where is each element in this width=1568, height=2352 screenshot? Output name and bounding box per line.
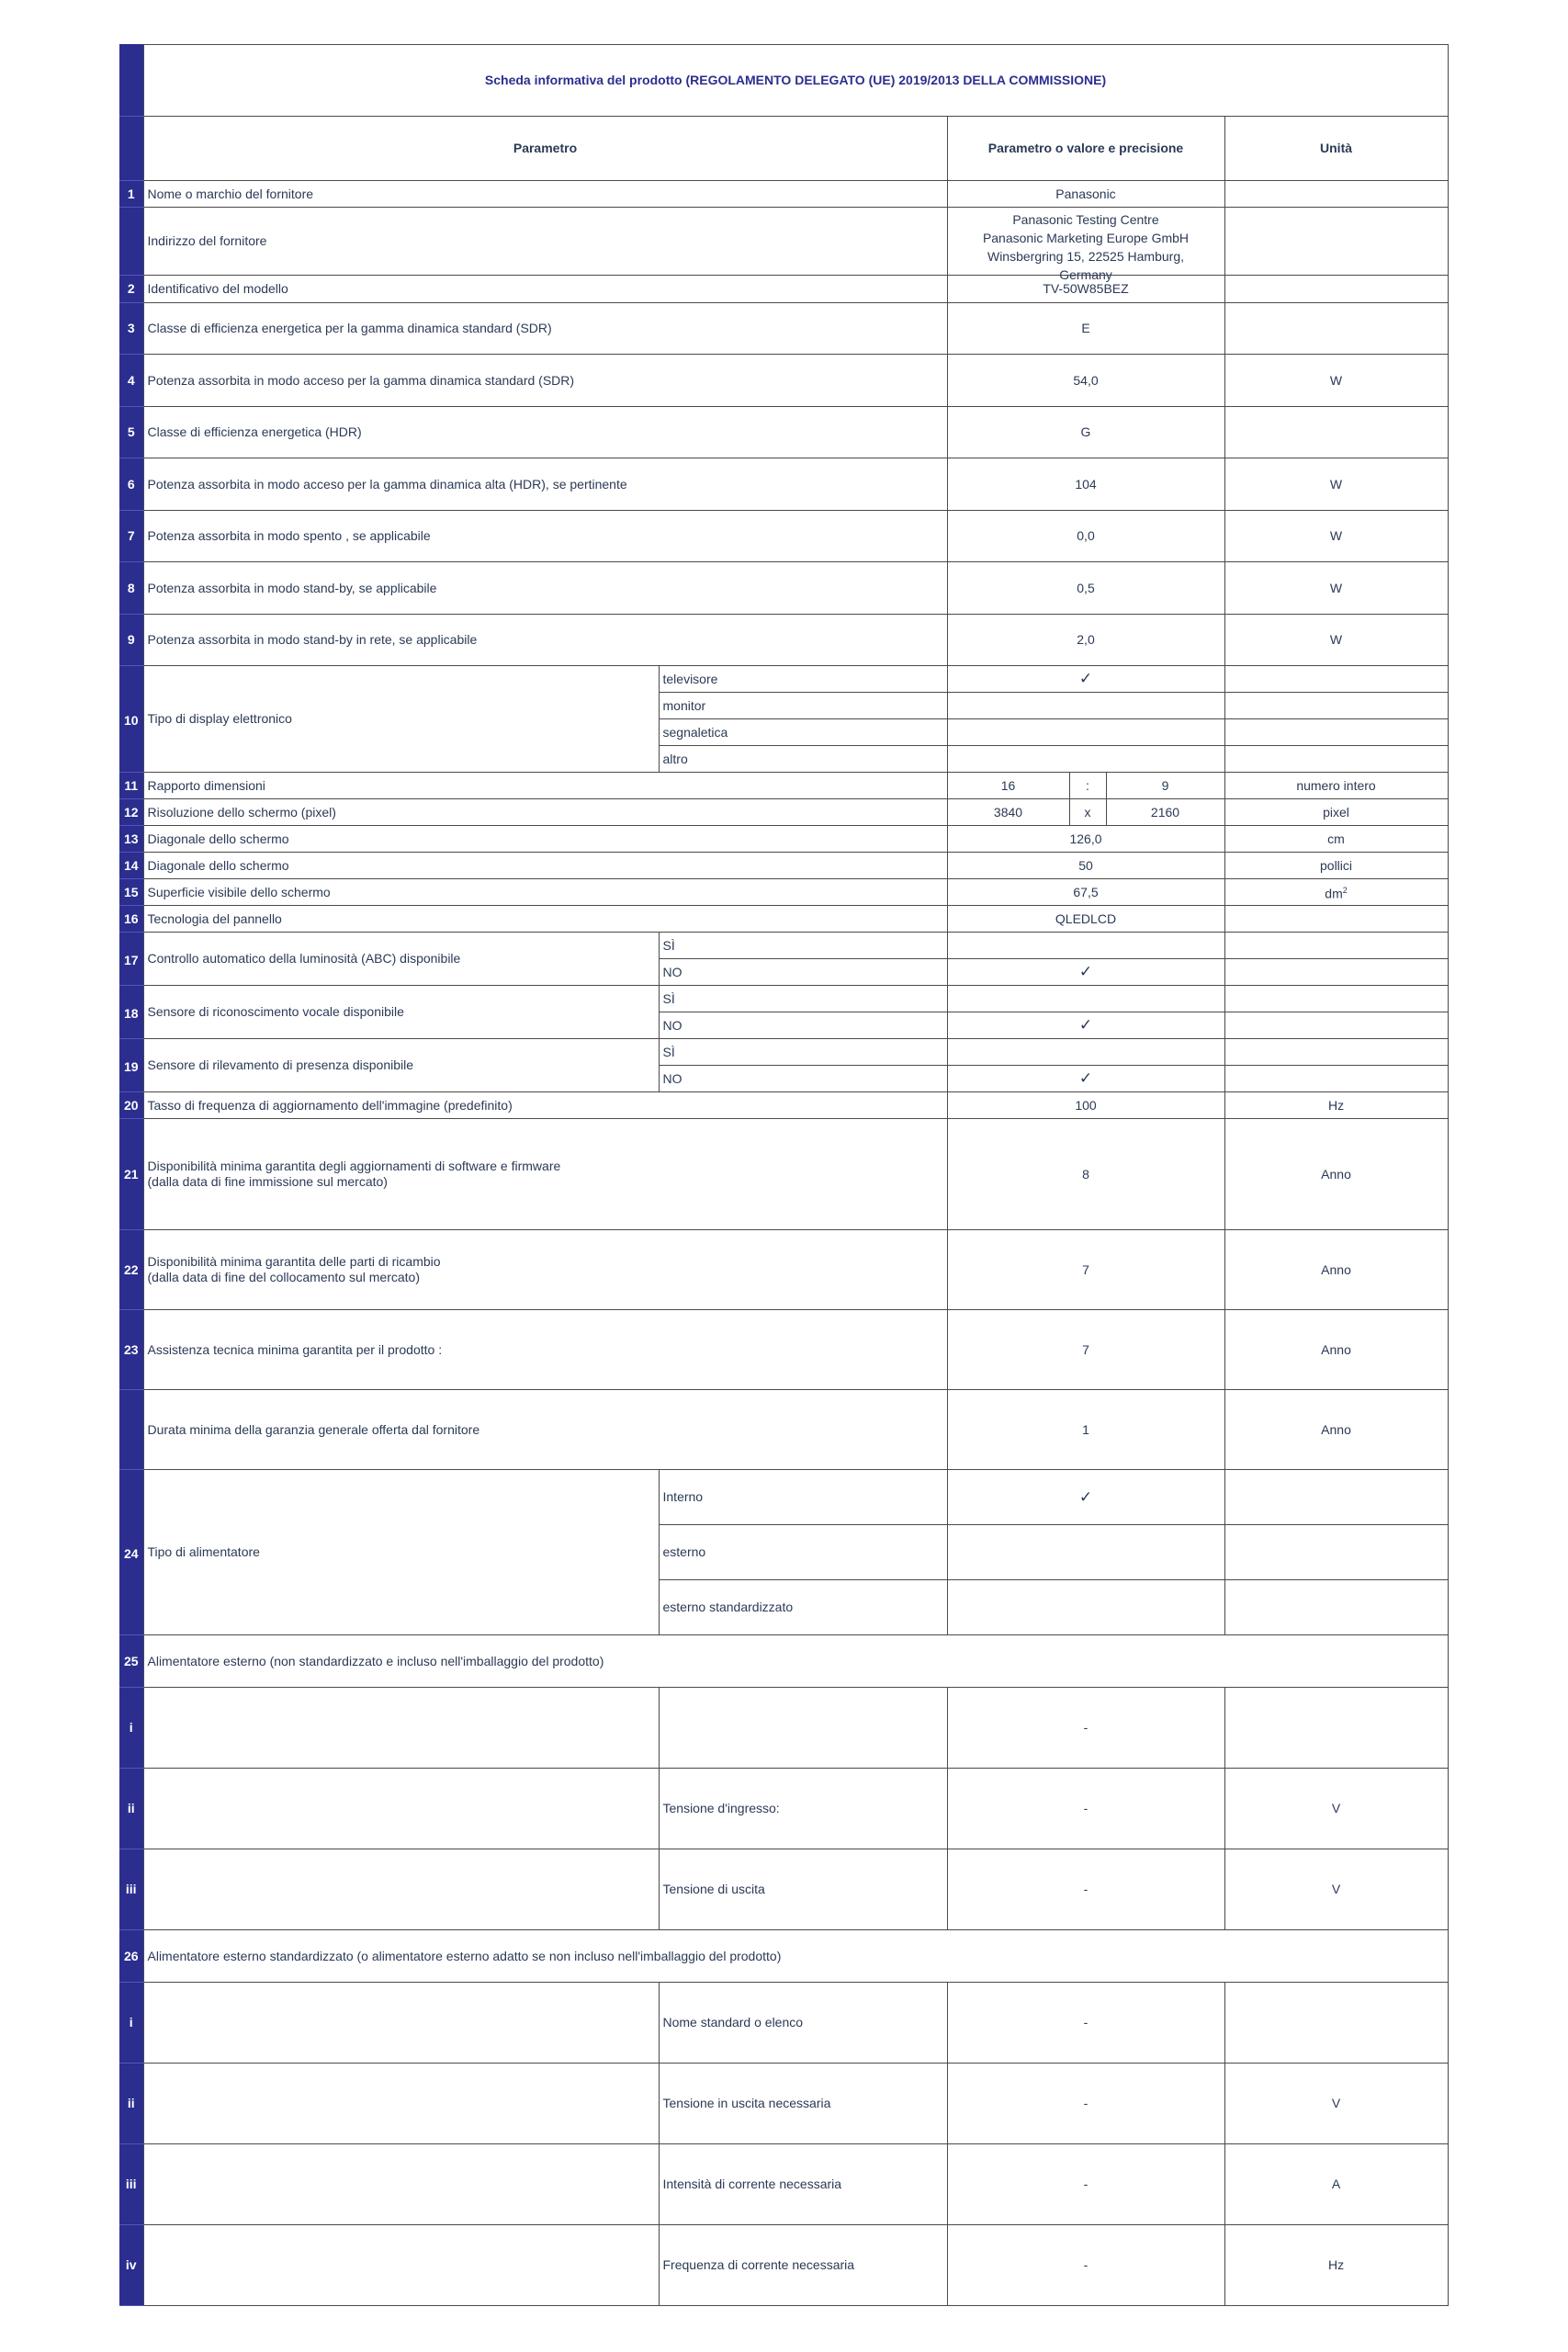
row-number: 11 <box>119 773 143 799</box>
row-unit: W <box>1224 355 1448 407</box>
power-supply-option: esterno standardizzato <box>659 1580 947 1635</box>
row-label: Classe di efficienza energetica per la gamma dinamica standard (SDR) <box>143 303 947 355</box>
row-value: - <box>947 2225 1224 2306</box>
row-number: 17 <box>119 933 143 986</box>
row-label: Risoluzione dello schermo (pixel) <box>143 799 947 826</box>
row-label: Potenza assorbita in modo acceso per la gamma dinamica alta (HDR), se pertinente <box>143 458 947 511</box>
table-row <box>119 458 1448 511</box>
row-number: 10 <box>119 666 143 773</box>
table-row <box>119 666 1448 693</box>
row-label: Potenza assorbita in modo stand-by, se applicabile <box>143 562 947 615</box>
table-row <box>119 1849 1448 1930</box>
resolution-separator: x <box>1069 799 1106 826</box>
table-row <box>119 1688 1448 1769</box>
row-label: Tasso di frequenza di aggiornamento dell'immagine (predefinito) <box>143 1092 947 1119</box>
table-row <box>119 1230 1448 1310</box>
product-info-table <box>119 44 1449 2306</box>
row-unit <box>1224 303 1448 355</box>
table-row <box>119 407 1448 458</box>
row-unit: pixel <box>1224 799 1448 826</box>
row-number: 16 <box>119 906 143 933</box>
row-label: Disponibilità minima garantita degli aggiornamenti di software e firmware (dalla data di fine immissione sul mercato) <box>143 1119 947 1230</box>
table-row <box>119 853 1448 879</box>
row-number: 8 <box>119 562 143 615</box>
table-row <box>119 986 1448 1012</box>
row-number: 2 <box>119 276 143 303</box>
row-label: Potenza assorbita in modo acceso per la gamma dinamica standard (SDR) <box>143 355 947 407</box>
row-number: ii <box>119 1769 143 1849</box>
row-unit: cm <box>1224 826 1448 853</box>
row-value: 126,0 <box>947 826 1224 853</box>
section-row <box>119 1635 1448 1688</box>
row-number: 21 <box>119 1119 143 1230</box>
checkmark-icon: ✓ <box>1078 963 1093 980</box>
row-label: Potenza assorbita in modo stand-by in rete, se applicabile <box>143 615 947 666</box>
row-label: Identificativo del modello <box>143 276 947 303</box>
table-row <box>119 1039 1448 1066</box>
table-row <box>119 1092 1448 1119</box>
no-option: NO <box>659 1012 947 1039</box>
power-supply-option: esterno <box>659 1525 947 1580</box>
table-row <box>119 1119 1448 1230</box>
row-value: - <box>947 1688 1224 1769</box>
row-number: 26 <box>119 1930 143 1983</box>
row-label: Rapporto dimensioni <box>143 773 947 799</box>
row-value: 54,0 <box>947 355 1224 407</box>
row-number: 23 <box>119 1310 143 1390</box>
row-number: 19 <box>119 1039 143 1092</box>
row-value: 7 <box>947 1310 1224 1390</box>
row-value: 1 <box>947 1390 1224 1470</box>
row-number: 12 <box>119 799 143 826</box>
supplier-address: Panasonic Testing Centre Panasonic Marketing Europe GmbH Winsbergring 15, 22525 Hamburg, Germany <box>982 211 1190 282</box>
row-number: 1 <box>119 181 143 208</box>
row-unit: numero intero <box>1224 773 1448 799</box>
table-row <box>119 355 1448 407</box>
row-label: Tecnologia del pannello <box>143 906 947 933</box>
table-row <box>119 773 1448 799</box>
table-row <box>119 1769 1448 1849</box>
row-number: 14 <box>119 853 143 879</box>
table-row <box>119 1983 1448 2064</box>
no-option: NO <box>659 959 947 986</box>
row-value: 8 <box>947 1119 1224 1230</box>
row-value: 2,0 <box>947 615 1224 666</box>
row-value: QLEDLCD <box>947 906 1224 933</box>
row-unit: W <box>1224 458 1448 511</box>
row-unit: pollici <box>1224 853 1448 879</box>
row-unit <box>1224 407 1448 458</box>
row-number: 13 <box>119 826 143 853</box>
row-unit: W <box>1224 562 1448 615</box>
row-number: 18 <box>119 986 143 1039</box>
section-label: Alimentatore esterno standardizzato (o alimentatore esterno adatto se non incluso nell'imballaggio del prodotto) <box>143 1930 1448 1983</box>
row-number: 3 <box>119 303 143 355</box>
row-label: Controllo automatico della luminosità (ABC) disponibile <box>143 933 659 986</box>
table-row <box>119 511 1448 562</box>
row-value: 50 <box>947 853 1224 879</box>
section-label: Alimentatore esterno (non standardizzato e incluso nell'imballaggio del prodotto) <box>143 1635 1448 1688</box>
row-unit: Anno <box>1224 1230 1448 1310</box>
row-number: iii <box>119 2144 143 2225</box>
row-unit: V <box>1224 1769 1448 1849</box>
row-label: Diagonale dello schermo <box>143 853 947 879</box>
row-value: Panasonic <box>947 181 1224 208</box>
row-value: 67,5 <box>947 879 1224 906</box>
row-label: Durata minima della garanzia generale offerta dal fornitore <box>143 1390 947 1470</box>
row-label: Nome o marchio del fornitore <box>143 181 947 208</box>
row-value: - <box>947 1769 1224 1849</box>
row-value: E <box>947 303 1224 355</box>
yes-option: SÌ <box>659 933 947 959</box>
aspect-separator: : <box>1069 773 1106 799</box>
table-row <box>119 879 1448 906</box>
row-label: Potenza assorbita in modo spento , se applicabile <box>143 511 947 562</box>
row-unit: Hz <box>1224 1092 1448 1119</box>
row-unit: W <box>1224 511 1448 562</box>
row-number: 4 <box>119 355 143 407</box>
row-value: 100 <box>947 1092 1224 1119</box>
row-label: Intensità di corrente necessaria <box>659 2144 947 2225</box>
row-label: Tensione d'ingresso: <box>659 1769 947 1849</box>
row-unit: V <box>1224 1849 1448 1930</box>
table-row <box>119 276 1448 303</box>
row-unit <box>1224 1688 1448 1769</box>
row-label: Tensione di uscita <box>659 1849 947 1930</box>
row-label: Sensore di rilevamento di presenza disponibile <box>143 1039 659 1092</box>
yes-option: SÌ <box>659 986 947 1012</box>
row-number: 9 <box>119 615 143 666</box>
yes-option: SÌ <box>659 1039 947 1066</box>
row-number: iv <box>119 2225 143 2306</box>
table-row <box>119 615 1448 666</box>
checkmark-icon: ✓ <box>1078 1487 1093 1506</box>
row-number: 5 <box>119 407 143 458</box>
row-label: Indirizzo del fornitore <box>143 208 947 276</box>
row-value: 0,0 <box>947 511 1224 562</box>
aspect-width: 16 <box>947 773 1069 799</box>
table-row <box>119 2144 1448 2225</box>
display-type-option: segnaletica <box>659 719 947 746</box>
row-value: - <box>947 2144 1224 2225</box>
checkmark-icon: ✓ <box>1078 1016 1093 1034</box>
row-number: i <box>119 1983 143 2064</box>
row-label: Sensore di riconoscimento vocale disponibile <box>143 986 659 1039</box>
row-unit <box>1224 276 1448 303</box>
row-value: - <box>947 2064 1224 2144</box>
row-unit <box>1224 181 1448 208</box>
power-supply-option: Interno <box>659 1470 947 1525</box>
row-label: Tipo di display elettronico <box>143 666 659 773</box>
header-unit: Unità <box>1224 117 1448 181</box>
table-row <box>119 208 1448 276</box>
row-number: 7 <box>119 511 143 562</box>
table-row <box>119 303 1448 355</box>
table-row <box>119 1470 1448 1525</box>
row-label: Tensione in uscita necessaria <box>659 2064 947 2144</box>
no-option: NO <box>659 1066 947 1092</box>
row-unit: A <box>1224 2144 1448 2225</box>
row-unit: Anno <box>1224 1119 1448 1230</box>
section-row <box>119 1930 1448 1983</box>
row-label: Superficie visibile dello schermo <box>143 879 947 906</box>
row-label: Diagonale dello schermo <box>143 826 947 853</box>
row-number: ii <box>119 2064 143 2144</box>
resolution-width: 3840 <box>947 799 1069 826</box>
row-label: Classe di efficienza energetica (HDR) <box>143 407 947 458</box>
row-number: 15 <box>119 879 143 906</box>
row-value: TV-50W85BEZ <box>947 276 1224 303</box>
row-value: 0,5 <box>947 562 1224 615</box>
row-unit: Anno <box>1224 1310 1448 1390</box>
product-information-sheet <box>119 44 1448 2303</box>
row-unit: V <box>1224 2064 1448 2144</box>
display-type-option: altro <box>659 746 947 773</box>
row-value: - <box>947 1849 1224 1930</box>
row-value: 7 <box>947 1230 1224 1310</box>
table-row <box>119 1310 1448 1390</box>
sheet-title: Scheda informativa del prodotto (REGOLAMENTO DELEGATO (UE) 2019/2013 DELLA COMMISSIONE) <box>143 45 1448 117</box>
checkmark-icon: ✓ <box>1078 670 1093 687</box>
aspect-height: 9 <box>1106 773 1224 799</box>
resolution-height: 2160 <box>1106 799 1224 826</box>
table-row <box>119 1390 1448 1470</box>
row-value: G <box>947 407 1224 458</box>
table-row <box>119 181 1448 208</box>
row-number: 22 <box>119 1230 143 1310</box>
table-row <box>119 562 1448 615</box>
table-row <box>119 906 1448 933</box>
row-unit: W <box>1224 615 1448 666</box>
display-type-option: televisore <box>659 666 947 693</box>
checkmark-icon: ✓ <box>1078 1069 1093 1087</box>
row-label: Frequenza di corrente necessaria <box>659 2225 947 2306</box>
row-label <box>659 1688 947 1769</box>
row-number: 6 <box>119 458 143 511</box>
row-unit <box>1224 208 1448 276</box>
table-row <box>119 2225 1448 2306</box>
row-number: i <box>119 1688 143 1769</box>
row-number: 24 <box>119 1470 143 1635</box>
row-unit: Hz <box>1224 2225 1448 2306</box>
table-row <box>119 2064 1448 2144</box>
header-parameter: Parametro <box>143 117 947 181</box>
row-unit: Anno <box>1224 1390 1448 1470</box>
row-value: 104 <box>947 458 1224 511</box>
row-label: Assistenza tecnica minima garantita per il prodotto : <box>143 1310 947 1390</box>
row-number: 25 <box>119 1635 143 1688</box>
row-unit <box>1224 1983 1448 2064</box>
row-label: Disponibilità minima garantita delle parti di ricambio (dalla data di fine del collocamento sul mercato) <box>143 1230 947 1310</box>
row-label: Nome standard o elenco <box>659 1983 947 2064</box>
row-label: Tipo di alimentatore <box>143 1470 659 1635</box>
table-row <box>119 933 1448 959</box>
row-unit: $dm^2$ <box>1224 879 1448 906</box>
table-row <box>119 826 1448 853</box>
row-number: iii <box>119 1849 143 1930</box>
table-row <box>119 799 1448 826</box>
header-value: Parametro o valore e precisione <box>947 117 1224 181</box>
row-number: 20 <box>119 1092 143 1119</box>
display-type-option: monitor <box>659 693 947 719</box>
row-value: - <box>947 1983 1224 2064</box>
